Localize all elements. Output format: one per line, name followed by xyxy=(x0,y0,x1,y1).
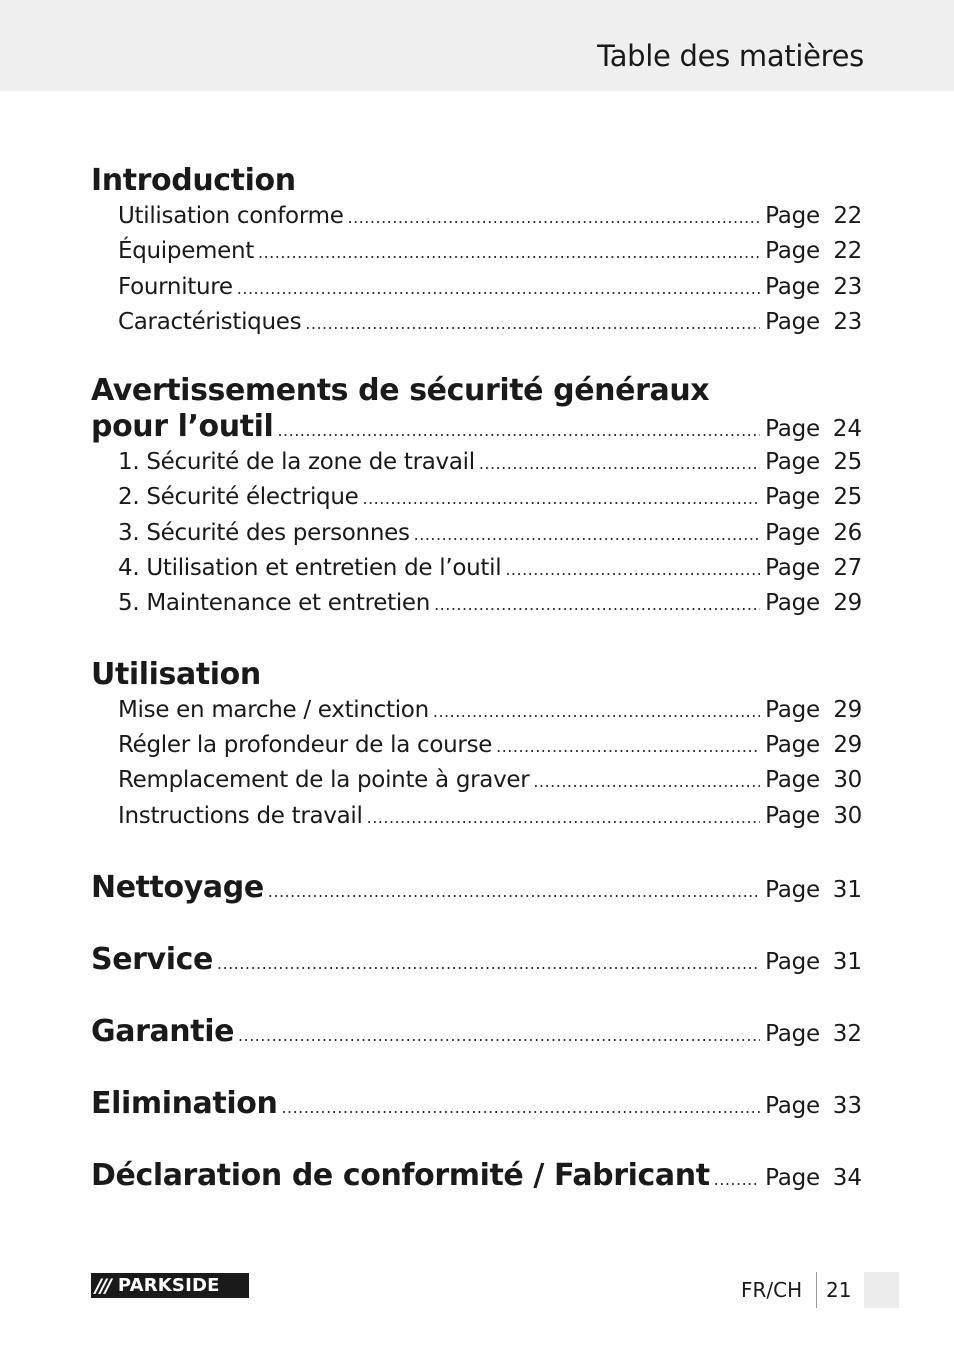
toc-entry-label: Utilisation conforme xyxy=(118,203,344,229)
page-number: 31 xyxy=(832,948,862,975)
dot-leader xyxy=(258,235,760,270)
dot-leader xyxy=(362,481,760,516)
page-word: Page xyxy=(765,555,820,582)
toc-entry-label: Équipement xyxy=(118,238,254,265)
toc-entry[interactable] xyxy=(91,199,862,234)
page-word: Page xyxy=(765,203,820,229)
page-number: 23 xyxy=(833,273,862,300)
toc-entry[interactable] xyxy=(91,693,862,728)
toc-entry[interactable] xyxy=(91,799,862,834)
footer-page-number: 21 xyxy=(826,1278,852,1302)
page-number: 32 xyxy=(832,1020,862,1047)
toc-entry[interactable] xyxy=(91,480,862,515)
dot-leader xyxy=(414,517,760,552)
page-word: Page xyxy=(765,802,820,829)
page-number: 34 xyxy=(832,1164,862,1191)
dot-leader xyxy=(281,1090,760,1126)
dot-leader xyxy=(496,729,760,764)
table-of-contents xyxy=(91,163,862,1194)
dot-leader xyxy=(479,446,760,481)
dot-leader xyxy=(268,874,760,910)
page-number: 23 xyxy=(833,308,862,335)
page-word: Page xyxy=(765,876,820,903)
toc-section-service[interactable] xyxy=(91,942,862,978)
toc-section-nettoyage[interactable] xyxy=(91,870,862,906)
toc-entry[interactable] xyxy=(91,586,862,621)
dot-leader xyxy=(367,800,761,835)
page-word: Page xyxy=(765,1092,820,1119)
toc-entry-label: 5. Maintenance et entretien xyxy=(118,590,431,617)
page-word: Page xyxy=(765,238,820,265)
page-number: 31 xyxy=(832,876,862,903)
toc-entry[interactable] xyxy=(91,409,862,445)
page-number: 24 xyxy=(832,416,862,443)
dot-leader xyxy=(238,1018,760,1054)
toc-entry-label: 4. Utilisation et entretien de l’outil xyxy=(118,555,502,582)
toc-entry-label: 1. Sécurité de la zone de travail xyxy=(118,449,475,476)
toc-entry-label: 2. Sécurité électrique xyxy=(118,484,359,511)
page-number: 30 xyxy=(833,802,862,829)
parkside-logo xyxy=(91,1273,249,1298)
toc-entry[interactable] xyxy=(91,551,862,586)
section-heading: Introduction xyxy=(91,163,296,198)
page-number: 22 xyxy=(833,238,862,265)
toc-entry[interactable] xyxy=(91,234,862,269)
section-heading: Utilisation xyxy=(91,656,261,692)
section-heading: Garantie xyxy=(91,1013,235,1049)
toc-entry-label: Fourniture xyxy=(118,273,233,300)
page-word: Page xyxy=(765,273,820,300)
toc-entry-label: Régler la profondeur de la course xyxy=(118,731,493,758)
footer-language: FR/CH xyxy=(741,1278,803,1302)
page-number: 29 xyxy=(833,731,862,758)
page-word: Page xyxy=(765,484,820,511)
page-number: 26 xyxy=(833,519,862,546)
page-word: Page xyxy=(765,696,820,723)
page-word: Page xyxy=(765,308,820,335)
page-number: 33 xyxy=(832,1092,862,1119)
toc-entry[interactable] xyxy=(91,270,862,305)
page-word: Page xyxy=(765,767,820,794)
toc-section-declaration[interactable] xyxy=(91,1158,862,1194)
dot-leader xyxy=(533,764,760,799)
dot-leader xyxy=(433,694,760,729)
toc-entry[interactable] xyxy=(91,305,862,340)
section-heading: Nettoyage xyxy=(91,869,264,905)
toc-entry-label: Instructions de travail xyxy=(118,802,363,829)
dot-leader xyxy=(505,552,760,587)
page-number: 29 xyxy=(833,696,862,723)
toc-entry[interactable] xyxy=(91,516,862,551)
toc-section-garantie[interactable] xyxy=(91,1014,862,1050)
page-word: Page xyxy=(765,449,820,476)
section-heading: Service xyxy=(91,941,213,977)
footer-divider xyxy=(816,1272,817,1308)
page-word: Page xyxy=(765,519,820,546)
page-number: 25 xyxy=(833,484,862,511)
section-heading: Avertissements de sécurité généraux xyxy=(91,373,710,409)
toc-entry[interactable] xyxy=(91,728,862,763)
toc-entry[interactable] xyxy=(91,445,862,480)
toc-section-utilisation xyxy=(91,657,862,834)
toc-section-elimination[interactable] xyxy=(91,1086,862,1122)
page-word: Page xyxy=(765,590,820,617)
page-word: Page xyxy=(765,948,820,975)
page-word: Page xyxy=(765,416,820,443)
page-number: 22 xyxy=(833,203,862,229)
page-word: Page xyxy=(765,1164,820,1191)
toc-section-introduction xyxy=(91,163,862,340)
logo-text: PARKSIDE xyxy=(117,1275,220,1296)
page-word: Page xyxy=(765,1020,820,1047)
page-number: 30 xyxy=(833,767,862,794)
dot-leader xyxy=(237,271,760,306)
dot-leader xyxy=(434,587,760,622)
section-heading-continued: pour l’outil xyxy=(91,409,274,445)
toc-entry-label: Remplacement de la pointe à graver xyxy=(118,767,530,794)
page-number: 27 xyxy=(833,555,862,582)
dot-leader xyxy=(277,413,760,449)
toc-entry[interactable] xyxy=(91,763,862,798)
page-title: Table des matières xyxy=(597,39,864,73)
page-word: Page xyxy=(765,731,820,758)
page-number: 29 xyxy=(833,590,862,617)
toc-entry-label: 3. Sécurité des personnes xyxy=(118,519,410,546)
toc-entry-label: Mise en marche / extinction xyxy=(118,696,429,723)
dot-leader xyxy=(348,200,761,235)
toc-entry-label: Caractéristiques xyxy=(118,308,302,335)
toc-section-safety-warnings xyxy=(91,373,862,621)
dot-leader xyxy=(217,946,760,982)
page-number: 25 xyxy=(833,449,862,476)
dot-leader xyxy=(714,1162,760,1198)
dot-leader xyxy=(305,306,760,341)
section-heading: Déclaration de conformité / Fabricant xyxy=(91,1157,710,1193)
section-heading: Elimination xyxy=(91,1085,278,1121)
logo-stripes: /// xyxy=(95,1274,110,1297)
footer-tab-marker xyxy=(864,1272,899,1308)
